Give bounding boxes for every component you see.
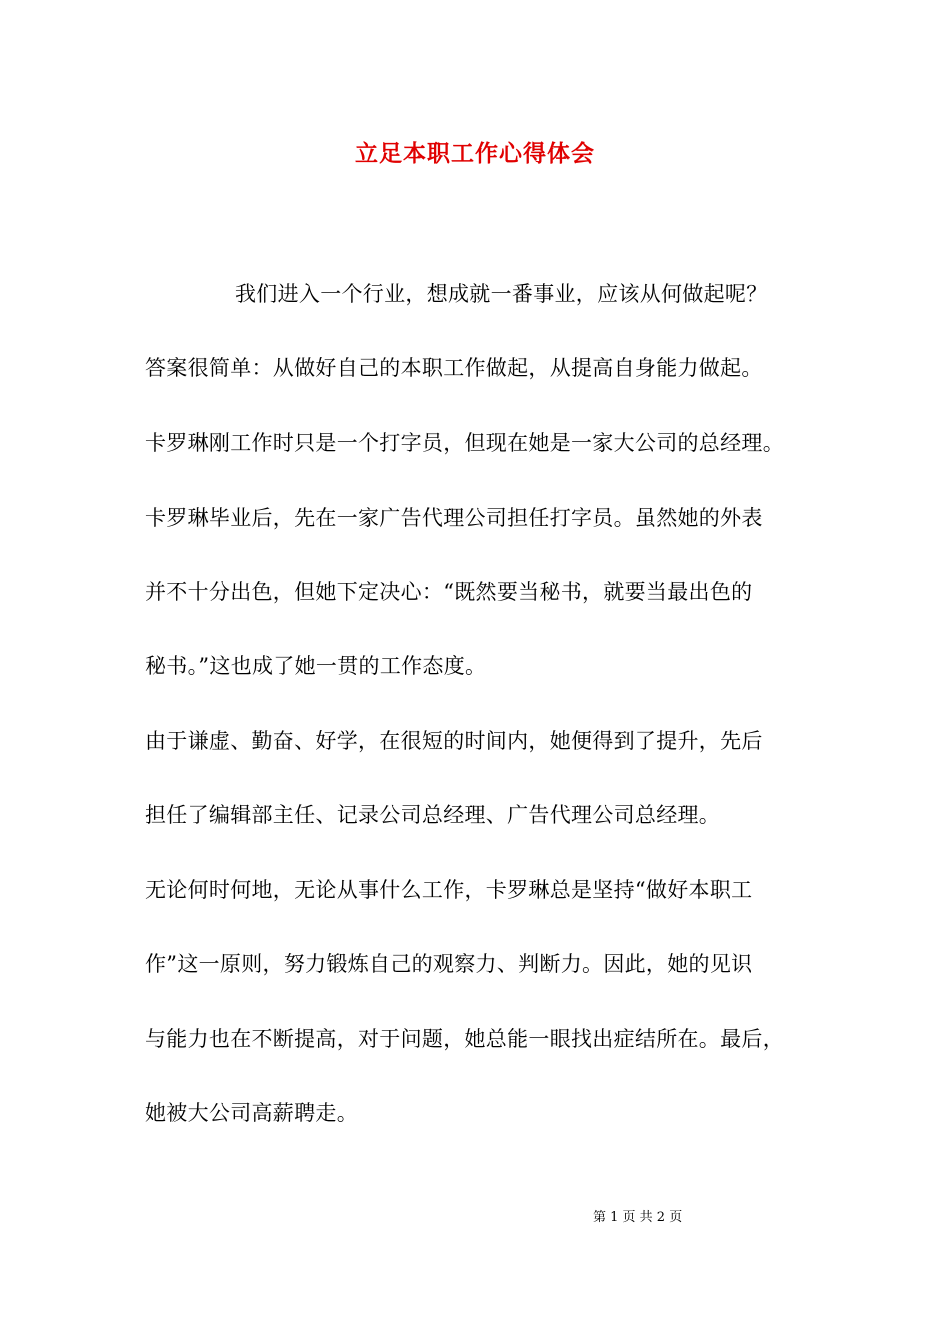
paragraph-line: 秘书。”这也成了她一贯的工作态度。: [145, 654, 487, 678]
page-number: 第 1 页 共 2 页: [593, 1210, 683, 1225]
paragraph-line: 答案很简单：从做好自己的本职工作做起，从提高自身能力做起。: [145, 356, 763, 380]
paragraph-line: 我们进入一个行业，想成就一番事业，应该从何做起呢？: [235, 282, 768, 306]
paragraph-line: 担任了编辑部主任、记录公司总经理、广告代理公司总经理。: [145, 803, 721, 827]
paragraph-line: 与能力也在不断提高，对于问题，她总能一眼找出症结所在。最后，: [145, 1027, 784, 1051]
paragraph-line: 卡罗琳毕业后，先在一家广告代理公司担任打字员。虽然她的外表: [145, 506, 763, 530]
paragraph-line: 无论何时何地，无论从事什么工作，卡罗琳总是坚持“做好本职工: [145, 878, 753, 902]
paragraph-line: 她被大公司高薪聘走。: [145, 1101, 358, 1125]
paragraph-line: 卡罗琳刚工作时只是一个打字员，但现在她是一家大公司的总经理。: [145, 431, 784, 455]
paragraph-line: 并不十分出色，但她下定决心：“既然要当秘书，就要当最出色的: [145, 580, 753, 604]
document-title: 立足本职工作心得体会: [355, 140, 595, 167]
paragraph-line: 由于谦虚、勤奋、好学，在很短的时间内，她便得到了提升，先后: [145, 729, 763, 753]
paragraph-line: 作”这一原则，努力锻炼自己的观察力、判断力。因此，她的见识: [145, 952, 753, 976]
